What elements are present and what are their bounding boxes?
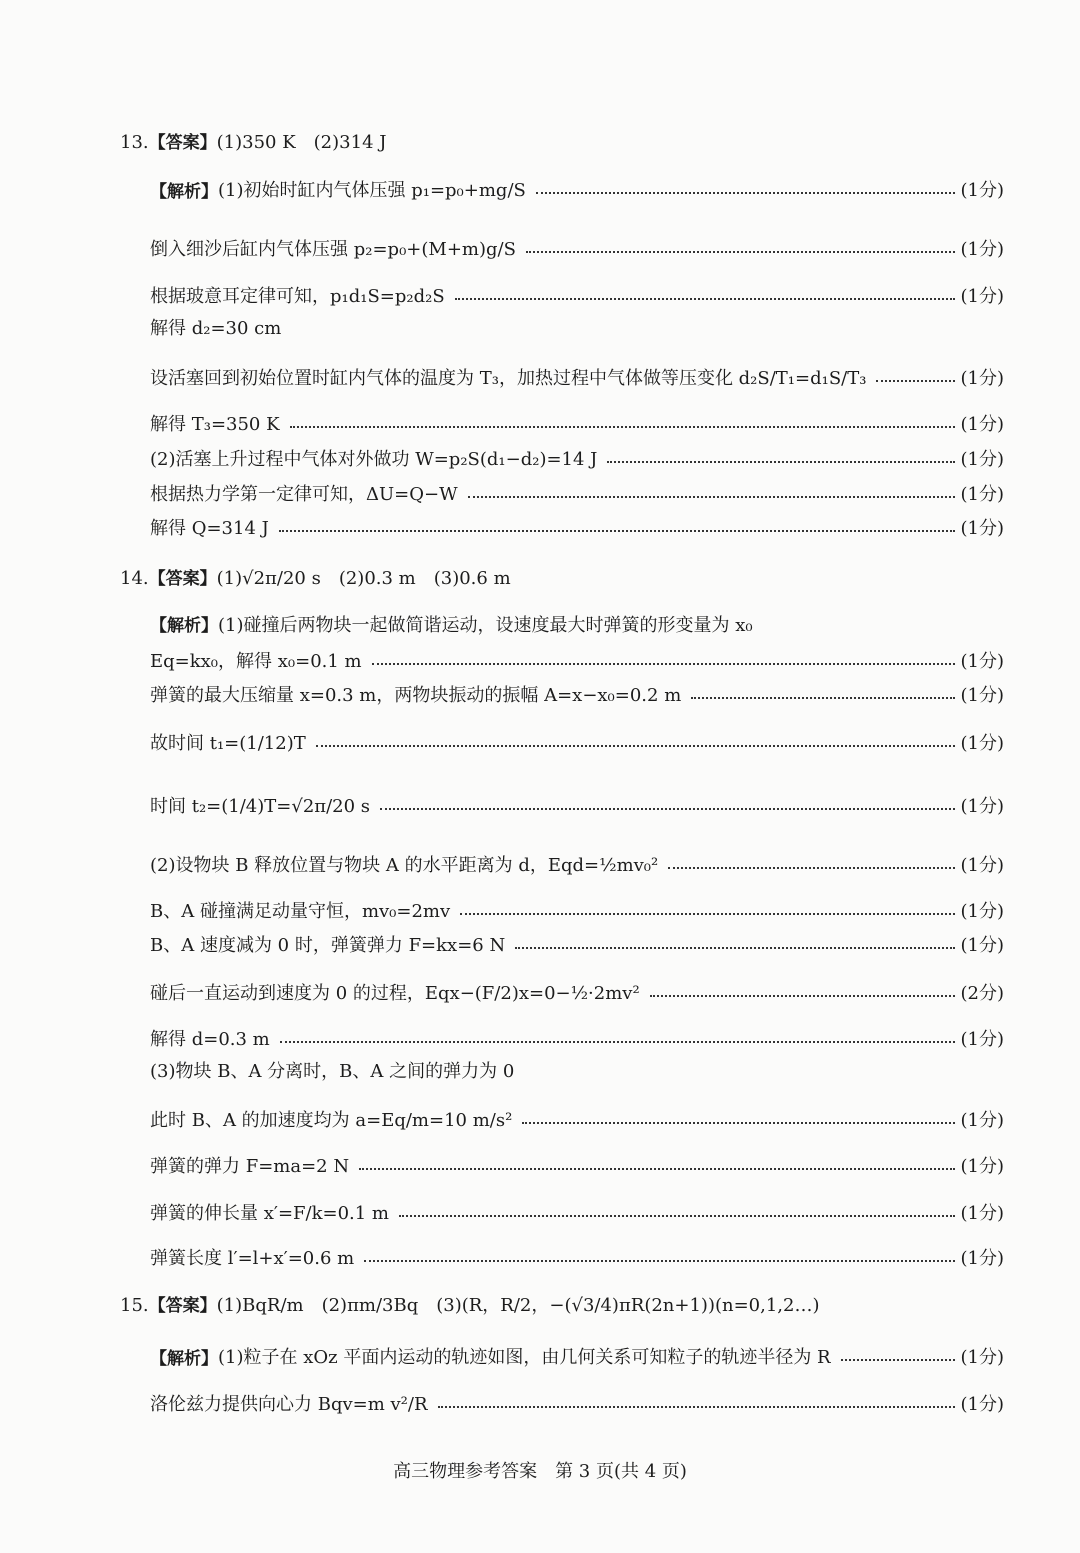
q13-line-1 — [150, 225, 1004, 271]
q15-answer-tag: 【答案】 — [148, 1296, 217, 1316]
q13-line-text: 倒入细沙后缸内气体压强 p₂=p₀+(M+m)g/S — [150, 239, 516, 260]
q13-header — [120, 131, 386, 155]
q13-line-3: 解得 d₂=30 cm — [150, 318, 282, 339]
q14-line-text: B、A 碰撞满足动量守恒，mv₀=2mv — [150, 901, 451, 922]
dot-leader — [691, 697, 954, 699]
q14-line-4 — [150, 841, 1004, 887]
dot-leader — [841, 1359, 955, 1361]
q13-line-score: (1分) — [960, 368, 1004, 389]
q15-header — [120, 1294, 820, 1318]
q14-line-13 — [150, 1240, 1004, 1274]
q14-line-text: 时间 t₂=(1/4)T=√2π/20 s — [150, 796, 371, 817]
q13-line-score: (1分) — [960, 414, 1004, 435]
dot-leader — [279, 530, 955, 532]
dot-leader — [515, 947, 954, 949]
q15-analysis-tag: 【解析】 — [150, 1348, 218, 1369]
q14-line-8 — [150, 1021, 1004, 1055]
q14-line-score: (2分) — [960, 983, 1004, 1004]
q14-line-score: (1分) — [960, 1029, 1004, 1050]
q14-line-1 — [150, 677, 1004, 711]
q15-line-score: (1分) — [960, 1394, 1004, 1415]
dot-leader — [536, 192, 955, 194]
q14-line-7 — [150, 969, 1004, 1015]
q14-line-text: 此时 B、A 的加速度均为 a=Eq/m=10 m/s² — [150, 1110, 513, 1131]
q13-line-score: (1分) — [960, 449, 1004, 470]
q14-line-12 — [150, 1189, 1004, 1235]
q15-answer: (1)BqR/m (2)πm/3Bq (3)(R，R/2，−(√3/4)πR(2n+1))(n=0,1,2…) — [216, 1295, 820, 1316]
q14-intro: (1)碰撞后两物块一起做简谐运动，设速度最大时弹簧的形变量为 x₀ — [218, 615, 753, 636]
q14-number: 14. — [120, 568, 149, 589]
dot-leader — [650, 995, 955, 997]
q14-line-10 — [150, 1096, 1004, 1142]
q14-line-text: 弹簧的伸长量 x′=F/k=0.1 m — [150, 1203, 390, 1224]
q14-line-11 — [150, 1148, 1004, 1182]
q14-line-score: (1分) — [960, 1110, 1004, 1131]
q14-line-text: 解得 d=0.3 m — [150, 1029, 270, 1050]
q14-line-text: 弹簧长度 l′=l+x′=0.6 m — [150, 1248, 355, 1269]
q14-line-text: (2)设物块 B 释放位置与物块 A 的水平距离为 d，Eqd=½mv₀² — [150, 855, 659, 876]
q14-line-score: (1分) — [960, 1156, 1004, 1177]
q14-line-score: (1分) — [960, 901, 1004, 922]
q13-line-score: (1分) — [960, 286, 1004, 307]
q14-line-score: (1分) — [960, 1248, 1004, 1269]
q13-line-text: (1)初始时缸内气体压强 p₁=p₀+mg/S — [218, 180, 526, 201]
q15-line-score: (1分) — [960, 1347, 1004, 1368]
dot-leader — [290, 426, 955, 428]
q15-line-1 — [150, 1380, 1004, 1426]
q14-line-3 — [150, 782, 1004, 828]
dot-leader — [380, 808, 954, 810]
dot-leader — [399, 1215, 954, 1217]
dot-leader — [876, 380, 954, 382]
dot-leader — [364, 1260, 954, 1262]
q13-line-7 — [150, 476, 1004, 510]
q14-line-score: (1分) — [960, 935, 1004, 956]
dot-leader — [359, 1168, 954, 1170]
q14-line-score: (1分) — [960, 796, 1004, 817]
q13-line-text: 根据热力学第一定律可知，ΔU=Q−W — [150, 484, 458, 505]
q15-line-text: 洛伦兹力提供向心力 Bqv=m v²/R — [150, 1394, 428, 1415]
q15-line-text: (1)粒子在 xOz 平面内运动的轨迹如图，由几何关系可知粒子的轨迹半径为 R — [218, 1347, 831, 1368]
q13-line-text: 设活塞回到初始位置时缸内气体的温度为 T₃，加热过程中气体做等压变化 d₂S/T₁=d₁S/T₃ — [150, 368, 867, 389]
q13-line-text: 解得 Q=314 J — [150, 518, 269, 539]
q15-line-0 — [150, 1339, 1004, 1373]
q13-line-text: 根据玻意耳定律可知，p₁d₁S=p₂d₂S — [150, 286, 445, 307]
q14-line-2 — [150, 719, 1004, 765]
dot-leader — [460, 913, 954, 915]
q14-line-score: (1分) — [960, 651, 1004, 672]
q13-line-score: (1分) — [960, 484, 1004, 505]
q13-line-score: (1分) — [960, 239, 1004, 260]
dot-leader — [607, 461, 954, 463]
q13-line-2 — [150, 278, 1004, 312]
dot-leader — [280, 1041, 955, 1043]
dot-leader — [455, 298, 955, 300]
q14-line-text: Eq=kx₀，解得 x₀=0.1 m — [150, 651, 362, 672]
q13-line-5 — [150, 406, 1004, 440]
q14-line-6 — [150, 927, 1004, 961]
q13-line-score: (1分) — [960, 518, 1004, 539]
q15-number: 15. — [120, 1295, 149, 1316]
dot-leader — [316, 745, 955, 747]
dot-leader — [372, 663, 955, 665]
q14-header — [120, 567, 511, 591]
q14-answer-tag: 【答案】 — [148, 569, 217, 589]
q13-line-4 — [150, 354, 1004, 400]
q13-line-8 — [150, 510, 1004, 544]
q14-intro-line — [150, 614, 753, 638]
dot-leader — [668, 867, 954, 869]
q14-line-text: 碰后一直运动到速度为 0 的过程，Eqx−(F/2)x=0−½·2mv² — [150, 983, 640, 1004]
q14-analysis-tag: 【解析】 — [150, 616, 218, 636]
q14-line-0 — [150, 643, 1004, 677]
q14-line-5 — [150, 893, 1004, 927]
q14-line-score: (1分) — [960, 855, 1004, 876]
dot-leader — [522, 1122, 954, 1124]
q13-line-score: (1分) — [960, 180, 1004, 201]
q13-line-text: (2)活塞上升过程中气体对外做功 W=p₂S(d₁−d₂)=14 J — [150, 449, 598, 470]
q14-line-text: 弹簧的最大压缩量 x=0.3 m，两物块振动的振幅 A=x−x₀=0.2 m — [150, 685, 682, 706]
dot-leader — [468, 496, 955, 498]
q14-line-score: (1分) — [960, 1203, 1004, 1224]
q13-line-0 — [150, 166, 1004, 212]
q13-line-6 — [150, 441, 1004, 475]
q13-analysis-tag: 【解析】 — [150, 181, 218, 202]
q13-answer: (1)350 K (2)314 J — [216, 132, 387, 153]
q13-line-text: 解得 T₃=350 K — [150, 414, 280, 435]
q14-line-9: (3)物块 B、A 分离时，B、A 之间的弹力为 0 — [150, 1061, 515, 1082]
q13-answer-tag: 【答案】 — [148, 133, 217, 153]
page-footer: 高三物理参考答案 第 3 页(共 4 页) — [393, 1461, 687, 1482]
q13-number: 13. — [120, 132, 149, 153]
dot-leader — [438, 1406, 955, 1408]
dot-leader — [526, 251, 955, 253]
q14-line-score: (1分) — [960, 685, 1004, 706]
q14-line-text: 弹簧的弹力 F=ma=2 N — [150, 1156, 350, 1177]
q14-line-text: 故时间 t₁=(1/12)T — [150, 733, 306, 754]
q14-answer: (1)√2π/20 s (2)0.3 m (3)0.6 m — [216, 568, 511, 589]
q14-line-text: B、A 速度减为 0 时，弹簧弹力 F=kx=6 N — [150, 935, 506, 956]
q14-line-score: (1分) — [960, 733, 1004, 754]
